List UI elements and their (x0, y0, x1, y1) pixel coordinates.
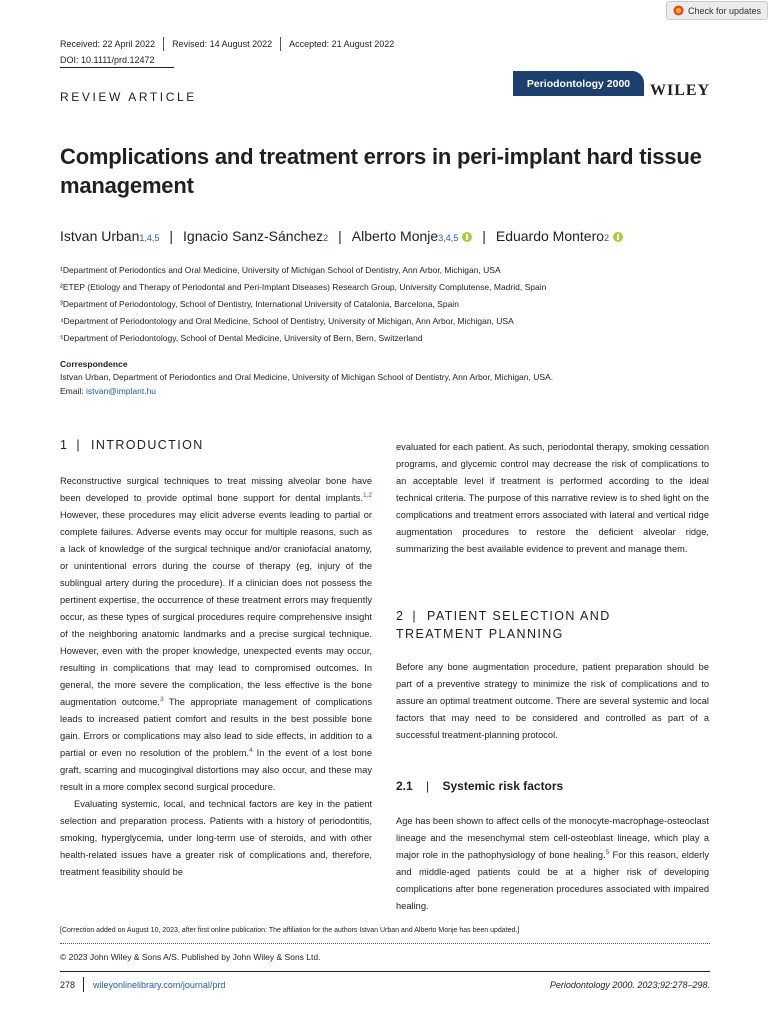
refresh-icon (673, 5, 684, 16)
revised-date: Revised: 14 August 2022 (172, 39, 273, 49)
subsection-number: 2.1 (396, 779, 413, 793)
paragraph (60, 473, 372, 796)
page-number: 278 (60, 980, 76, 990)
paragraph (396, 813, 709, 915)
journal-badge[interactable]: Periodontology 2000 (513, 71, 644, 96)
author-affiliation-ref[interactable]: 2 (323, 233, 329, 243)
affiliation: ¹Department of Periodontics and Oral Medicine, University of Michigan School of Dentistry, Ann Arbor, Michigan, USA (60, 265, 501, 275)
date-divider (163, 37, 164, 51)
correction-note: [Correction added on August 10, 2023, after first online publication: The affiliation for the authors Istvan Urban and Alberto Monje has been updated.] (60, 927, 520, 934)
author-divider: | (169, 228, 174, 244)
received-date: Received: 22 April 2022 (60, 39, 156, 49)
affiliation: ²ETEP (Etiology and Therapy of Periodontal and Peri-Implant Diseases) Research Group, University Complutense, Madrid, Spain (60, 282, 547, 292)
text-run: In the event of a lost bone graft, scarring and mucogingival distortions may also occur, and these may result in a more complex second surgical procedure. (60, 748, 372, 792)
copyright-notice: © 2023 John Wiley & Sons A/S. Published by John Wiley & Sons Ltd. (60, 952, 321, 962)
email-link[interactable]: istvan@implant.hu (85, 386, 157, 396)
paragraph: evaluated for each patient. As such, periodontal therapy, smoking cessation programs, and glycemic control may decrease the risk of complications to an acceptable level if treatment is performed according to the ideal technical criteria. The purpose of this narrative review is to shed light on the complications and treatment errors associated with lateral and vertical ridge augmentation procedures to restore the deficient alveolar ridge, summarizing the best available evidence to prevent and manage them. (396, 442, 709, 554)
author-affiliation-ref[interactable]: 1,4,5 (139, 233, 160, 243)
author-name[interactable]: Eduardo Montero (495, 228, 605, 244)
left-column-text (60, 473, 372, 881)
author-list (60, 228, 623, 244)
citation-ref[interactable]: 1,2 (362, 491, 372, 499)
dotted-rule (60, 943, 710, 944)
article-type: REVIEW ARTICLE (60, 90, 197, 104)
subsection-heading-systemic-risk (396, 779, 563, 793)
section-title-line2: TREATMENT PLANNING (396, 627, 564, 641)
subsection-divider: | (426, 779, 430, 793)
section-heading-introduction (60, 438, 204, 452)
header-rule (60, 67, 174, 68)
author-divider: | (482, 228, 486, 244)
accepted-date: Accepted: 21 August 2022 (289, 39, 395, 49)
section-title: INTRODUCTION (91, 438, 204, 452)
text-run: However, these procedures may elicit adverse events leading to partial or complete failures. Adverse events may occur for multiple reasons, such as a lack of knowledge of the surgical technique and/or craniofacial anatomy, or unintentional errors during the course of therapy (eg, injury of the sublingual artery during the procedure). If a clinician does not possess the pertinent expertise, the occurrence of these treatment errors may frequently occur, as these types of surgical procedures require comprehensive insight of the neighboring anatomic landmarks and a precise surgical technique. However, even with the proper knowledge, unexpected events may occur, resulting in complications that may lead to compromised outcomes. In general, the more severe the complication, the less effective is the bone augmentation outcome. (60, 510, 372, 707)
paragraph: Before any bone augmentation procedure, patient preparation should be part of a preventive strategy to minimize the risk of complications and to assure an optimal treatment outcome. There are several systemic and local factors that may need to be considered and controlled as part of a successful treatment-planning protocol. (396, 662, 709, 740)
text-run: Reconstructive surgical techniques to treat missing alveolar bone have been developed to provide optimal bone support for dental implants. (60, 476, 372, 503)
section-number: 2 (396, 609, 405, 623)
section-divider: | (76, 438, 82, 452)
correspondence-email (60, 386, 156, 396)
check-for-updates-label: Check for updates (688, 5, 762, 16)
date-divider (280, 37, 281, 51)
citation-ref[interactable]: 4 (249, 746, 253, 754)
author-name[interactable]: Ignacio Sanz-Sánchez (183, 228, 324, 244)
author-affiliation-ref[interactable]: 3,4,5 (438, 233, 459, 243)
footer-divider (83, 977, 84, 992)
citation-ref[interactable]: 3 (160, 695, 164, 703)
author-name[interactable]: Istvan Urban (60, 228, 140, 244)
citation-ref[interactable]: 5 (605, 848, 610, 856)
right-column-intro-continuation (396, 439, 709, 558)
article-dates (60, 38, 394, 50)
text-run: For this reason, elderly and middle-aged patients could be at a higher risk of developing complications after bone regeneration procedures associated with impaired healing. (396, 850, 709, 911)
affiliation: ³Department of Periodontology, School of Dentistry, International University of Catalonia, Barcelona, Spain (60, 299, 459, 309)
check-for-updates-button[interactable] (666, 1, 768, 20)
footer-rule (60, 971, 710, 972)
journal-url-link[interactable]: wileyonlinelibrary.com/journal/prd (93, 980, 226, 990)
correspondence-heading: Correspondence (60, 359, 128, 369)
author-divider: | (338, 228, 342, 244)
affiliation: ⁴Department of Periodontology and Oral Medicine, School of Dentistry, University of Michigan, Ann Arbor, Michigan, USA (60, 316, 514, 326)
section-number: 1 (60, 438, 69, 452)
section-heading-patient-selection (396, 607, 611, 643)
orcid-icon[interactable] (462, 232, 472, 242)
publisher-logo: WILEY (650, 82, 711, 99)
email-label: Email: (60, 386, 86, 396)
subsection-title: Systemic risk factors (442, 779, 564, 793)
journal-citation: Periodontology 2000. 2023;92:278–298. (549, 980, 710, 990)
orcid-icon[interactable] (613, 232, 623, 242)
section2-text (396, 659, 709, 744)
section-divider: | (412, 609, 418, 623)
article-title: Complications and treatment errors in peri-implant hard tissue management (60, 144, 702, 198)
text-run: Age has been shown to affect cells of the monocyte-macrophage-osteoclast lineage and the mesenchymal stem cell-osteoblast lineage, which play a major role in the pathophysiology of bone healing. (396, 816, 709, 860)
author-affiliation-ref[interactable]: 2 (604, 233, 610, 243)
text-run: The appropriate management of complications leads to increased patient comfort and results in the best possible bone gain. Errors or complications may also lead to side effects, in addition to a partial or even no resolution of the problem. (60, 697, 372, 758)
section-title-line1: PATIENT SELECTION AND (427, 609, 611, 623)
author-name[interactable]: Alberto Monje (351, 228, 439, 244)
correspondence-text: Istvan Urban, Department of Periodontics and Oral Medicine, University of Michigan School of Dentistry, Ann Arbor, Michigan, USA. (60, 372, 554, 382)
affiliation: ⁵Department of Periodontology, School of Dental Medicine, University of Bern, Bern, Switzerland (60, 333, 423, 343)
doi[interactable]: DOI: 10.1111/prd.12472 (60, 55, 155, 65)
section21-text (396, 813, 709, 915)
paragraph: Evaluating systemic, local, and technical factors are key in the patient selection and preparation process. Patients with a history of periodontitis, smoking, hyperglycemia, under long-term use of steroids, and with other health-related issues have a greater risk of complications and, therefore, treatment feasibility should be (60, 799, 372, 877)
